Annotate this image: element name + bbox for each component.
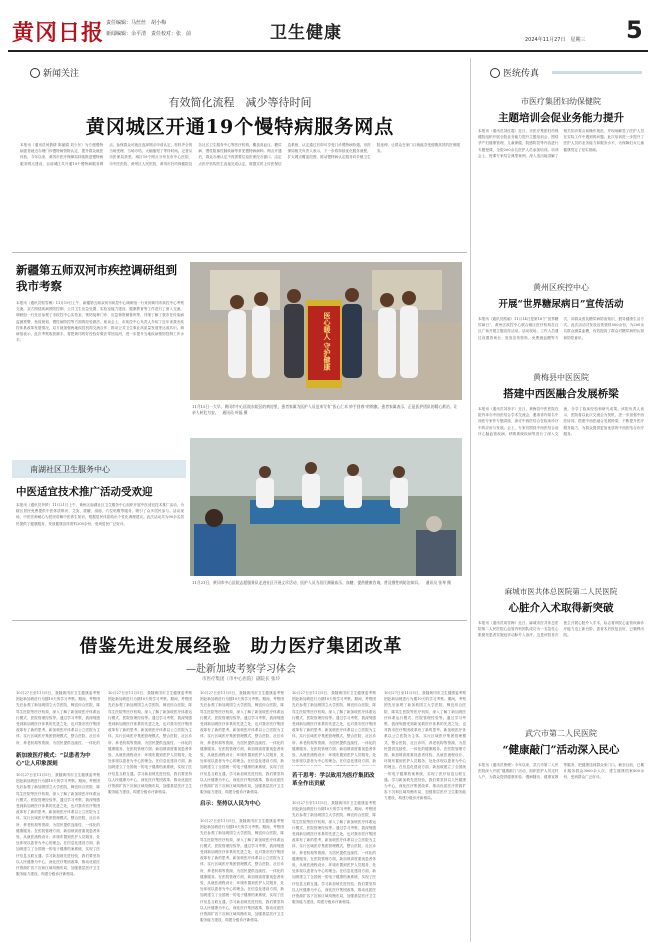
r2-headline: 开展“世界糖尿病日”宣传活动 [498,299,624,310]
r5-kicker: 武穴市第二人民医院 [525,729,597,738]
r4-body: 本报讯（通讯员周雪梅）近日，麻城市医共体总医院第二人民医院心血管内科团队成功为一名急性心肌梗死患者实施冠状动脉介入治疗，这是该院首次独立开展心脏介入手术，标志着该院心血管疾病诊疗能力迈上新台阶。患者术后恢复良好，已顺利出院。 [478,621,644,638]
feature-headline: 借鉴先进发展经验 助力医疗集团改革 [79,636,403,657]
r5-headline: “健康敲门”活动深入民心 [502,744,620,756]
feature-subhead-1: 新加坡医疗模式：“以患者为中心”让人印象深刻 [16,753,91,767]
feature-col-1: 10月27日至11月5日，我随黄冈市卫生健康委考察团赴新加坡进行为期10天的学习考察。期间，考察团先后参观了新加坡国立大学医院、樟宜综合医院、陈笃生医院等医疗机构，深入了解了新加坡医疗体系运行模式、医院管理经验等。通过学习考察，我深刻感受到新加坡医疗体系的先进之处，也对我市医疗集团改革有了新的思考。新加坡医疗体系以公立医院为主体，实行区域医疗集团管理模式，整合医院、社区诊所、养老机构等资源，为居民提供连续性、一体化的 [16,691,100,745]
newspaper-logo: 黄冈日报 [12,20,105,46]
r1-headline: 主题培训会促业务能力提升 [498,112,624,124]
editor-line-2: 新闻编辑：余平清 责任校对：张 前 [106,31,192,37]
r4-kicker: 麻城市医共体总医院第二人民医院 [504,587,618,596]
feature-byline: 市医疗集团（市中心医院）副院长 张玲 [202,677,280,682]
lead-headline: 黄冈城区开通19个慢特病服务网点 [85,116,395,138]
r2-body: 本报讯（通讯员熊丽）11月14日是第18个“世界糖尿病日”，黄州区疾控中心联合辖区医疗机构在社区广场开展主题宣传活动。活动现场，工作人员通过设置咨询台、发放宣传资料、免费测血糖等方式，向群众普及糖尿病防治知识，倡导健康生活方式。此次活动共发放宣传资料500余份，为200余名群众测量血糖，有效提高了群众对糖尿病的认知和防控意识。 [478,317,644,340]
r3-headline: 搭建中西医融合发展桥梁 [503,388,619,400]
masthead [0,0,655,50]
medical-news-icon [490,68,500,78]
photo1-caption: 11月15日一大早，黄冈市中心医院东院区的病房里，患者家属为医护人员送来写有“医心仁术 妙手回春”的锦旗。患者家属表示，正是医护团队的精心救治，让亲人转危为安。 通讯员 叶磊 摄 [192,404,458,415]
clinic-photo-illustration [190,438,462,576]
news-icon [30,68,40,78]
section-news-focus [30,66,79,79]
clinic-photo [190,438,462,576]
feature-col-3b: 10月27日至11月5日，我随黄冈市卫生健康委考察团赴新加坡进行为期10天的学习考察。期间，考察团先后参观了新加坡国立大学医院、樟宜综合医院、陈笃生医院等医疗机构，深入了解了新加坡医疗体系运行模式、医院管理经验等。通过学习考察，我深刻感受到新加坡医疗体系的先进之处，也对我市医疗集团改革有了新的思考。新加坡医疗体系以公立医院为主体，实行区域医疗集团管理模式，整合医院、社区诊所、养老机构等资源，为居民提供连续性、一体化的健康服务。在医院管理方面，新加坡高度重视患者体验，从就医流程设计、环境布置到医护人员服务，处处体现以患者为中心的理念。在信息化建设方面，新加坡建立了全国统一的电子健康档案系统，实现了医疗信息互联互通。学习新加坡先进经验，我们要坚持以人民健康为中心，深化医疗集团改革，推动优质医疗资源扩容下沉和区域均衡布局，加强基层医疗卫生服务能力建设，构建分级诊疗新格局。 [200,819,284,923]
banner-text: 医心暖人 守护健康 [323,312,332,371]
story2-headline: 新疆第五师双河市疾控调研组到我市考察 [16,263,177,293]
feature-col-1b: 10月27日至11月5日，我随黄冈市卫生健康委考察团赴新加坡进行为期10天的学习考察。期间，考察团先后参观了新加坡国立大学医院、樟宜综合医院、陈笃生医院等医疗机构，深入了解了新加坡医疗体系运行模式、医院管理经验等。通过学习考察，我深刻感受到新加坡医疗体系的先进之处，也对我市医疗集团改革有了新的思考。新加坡医疗体系以公立医院为主体，实行区域医疗集团管理模式，整合医院、社区诊所、养老机构等资源，为居民提供连续性、一体化的健康服务。在医院管理方面，新加坡高度重视患者体验，从就医流程设计、环境布置到医护人员服务，处处体现以患者为中心的理念。在信息化建设方面，新加坡建立了全国统一的电子健康档案系统，实现了医疗信息互联互通。学习新加坡先进经验，我们要坚持以人民健康为中心，深化医疗集团改革，推动优质医疗资源扩容下沉和区域均衡布局，加强基层医疗卫生服务能力建设，构建分级诊疗新格局。 [16,773,100,877]
r3-kicker: 黄梅县中医医院 [533,373,589,382]
r4-headline: 心脏介入术取得新突破 [508,602,614,614]
section-medical-news [490,66,539,79]
photo2-caption: 11月21日，黄冈市中心医院志愿服务队走进社区开展义诊活动，医护人员为居民测量血压、血糖，提供健康咨询，普及慢性病防治知识。 通讯员 张琴 摄 [192,580,451,585]
feature-subhead-3: 若干思考：学以致用为医疗集团改革全作出贡献 [292,773,375,787]
r3-body: 本报讯（通讯员刘李平）近日，黄梅县中医医院在院内举办中西医结合学术交流会，邀请省内知名中西医专家作专题讲座，探讨中西医结合在临床诊疗中的应用与发展。会上，专家们围绕中西医结合治疗心脑血管疾病、呼吸系统疾病等进行了深入交流，分享了临床经验和研究成果。该院负责人表示，医院将以此次交流会为契机，进一步加强中西医协同，搭建中西医融合发展桥梁，不断提升医疗服务能力，为群众提供更加优质的中西医结合诊疗服务。 [478,407,644,436]
lead-kicker: 有效简化流程 减少等待时间 [168,96,312,109]
divider [12,620,467,621]
feature-subtitle: —赴新加坡考察学习体会 [186,664,296,675]
r1-body: 本报讯（通讯员刘红霞）近日，市医疗集团妇幼保健院组织开展全院业务能力提升主题培训会，围绕孕产妇健康管理、儿童保健、院感防控等内容进行专题授课，全院200余名医护人员参加培训。培训会上，授课专家结合典型案例，深入浅出地讲解了相关知识要点和操作规范，并现场解答了医护人员在实际工作中遇到的问题。此次培训进一步提升了医护人员的业务能力和服务水平，为保障妇女儿童健康奠定了坚实基础。 [478,129,644,158]
story3-body: 本报讯（通讯员李梦）11月21日上午，黄州区南湖社区卫生服务中心组织开展中医适宜技术推广活动，为辖区居民免费提供中医体质辨识、艾灸、拔罐、刮痧、穴位贴敷等服务，吸引了众多居民参与。活动现场，中医医师耐心为居民讲解中医养生知识，根据居民体质给出个性化调理建议。此次活动共为90余名居民提供了健康服务，发放健康宣传资料200余份，受到居民广泛好评。 [16,503,184,526]
lead-body: 本报讯（通讯员何倩倩 陈丽娟 刘少东）为方便慢特病患者就近办理门诊慢特病资格认定，提升群众就医体验，今年以来，黄冈市医疗保障局持续推进慢特病服务网点建设，目前城区共开通19个慢特病服务网点。参保群众可就近选择网点申请认定，材料齐全的当场受理、当场办结，大幅缩短了等待时间。记者从市医保局获悉，城区19个网点分布在市中心医院、市中医医院、黄州区人民医院、黄冈市妇幼保健院及各社区卫生服务中心等医疗机构，覆盖高血压、糖尿病、慢性阻塞性肺疾病等常见慢特病病种。网点开通后，群众办理认定不再需要往返医保经办窗口，由定点医疗机构医生直接完成认定，数据实时上传医保信息系统，认定通过后即可享受门诊慢特病待遇。市医保局相关负责人表示，下一步将持续优化服务流程，扩大网点覆盖范围，推动慢特病认定服务向乡镇卫生院延伸，让群众在家门口就能享受便捷高效的医保服务。 [20,143,460,166]
feature-col-4b: 10月27日至11月5日，我随黄冈市卫生健康委考察团赴新加坡进行为期10天的学习考察。期间，考察团先后参观了新加坡国立大学医院、樟宜综合医院、陈笃生医院等医疗机构，深入了解了新加坡医疗体系运行模式、医院管理经验等。通过学习考察，我深刻感受到新加坡医疗体系的先进之处，也对我市医疗集团改革有了新的思考。新加坡医疗体系以公立医院为主体，实行区域医疗集团管理模式，整合医院、社区诊所、养老机构等资源，为居民提供连续性、一体化的健康服务。在医院管理方面，新加坡高度重视患者体验，从就医流程设计、环境布置到医护人员服务，处处体现以患者为中心的理念。在信息化建设方面，新加坡建立了全国统一的电子健康档案系统，实现了医疗信息互联互通。学习新加坡先进经验，我们要坚持以人民健康为中心，深化医疗集团改革，推动优质医疗资源扩容下沉和区域均衡布局，加强基层医疗卫生服务能力建设，构建分级诊疗新格局。 [292,801,376,905]
award-photo [190,262,462,400]
feature-col-2: 10月27日至11月5日，我随黄冈市卫生健康委考察团赴新加坡进行为期10天的学习考察。期间，考察团先后参观了新加坡国立大学医院、樟宜综合医院、陈笃生医院等医疗机构，深入了解了新加坡医疗体系运行模式、医院管理经验等。通过学习考察，我深刻感受到新加坡医疗体系的先进之处，也对我市医疗集团改革有了新的思考。新加坡医疗体系以公立医院为主体，实行区域医疗集团管理模式，整合医院、社区诊所、养老机构等资源，为居民提供连续性、一体化的健康服务。在医院管理方面，新加坡高度重视患者体验，从就医流程设计、环境布置到医护人员服务，处处体现以患者为中心的理念。在信息化建设方面，新加坡建立了全国统一的电子健康档案系统，实现了医疗信息互联互通。学习新加坡先进经验，我们要坚持以人民健康为中心，深化医疗集团改革，推动优质医疗资源扩容下沉和区域均衡布局，加强基层医疗卫生服务能力建设，构建分级诊疗新格局。 [108,691,192,795]
editor-line-1: 责任编辑：马丝丝 胡小梅 [106,20,167,26]
divider [12,252,467,253]
right-header-stripe [552,71,642,74]
section-name: 卫生健康 [270,23,342,43]
story3-headline: 中医适宜技术推广活动受欢迎 [16,486,153,498]
section-medical-news-label: 医统传真 [503,69,540,79]
masthead-rule [8,50,648,52]
r1-kicker: 市医疗集团妇幼保健院 [521,97,601,106]
feature-subhead-2: 启示：坚持以人民为中心 [200,801,261,807]
column-separator [470,58,471,942]
issue-date: 2024年11月27日 星期三 [525,37,586,43]
r2-kicker: 黄州区疾控中心 [533,283,589,292]
feature-col-4: 10月27日至11月5日，我随黄冈市卫生健康委考察团赴新加坡进行为期10天的学习考察。期间，考察团先后参观了新加坡国立大学医院、樟宜综合医院、陈笃生医院等医疗机构，深入了解了新加坡医疗体系运行模式、医院管理经验等。通过学习考察，我深刻感受到新加坡医疗体系的先进之处，也对我市医疗集团改革有了新的思考。新加坡医疗体系以公立医院为主体，实行区域医疗集团管理模式，整合医院、社区诊所、养老机构等资源，为居民提供连续性、一体化的健康服务。在医院管理方面，新加坡高度重视患者体验，从就医流程设计、环境布置到医护人员服务，处处体现以患者为中心的理念。在信息化建设方面，新 [292,691,376,764]
story3-label: 南湖社区卫生服务中心 [30,465,110,474]
story2-body: 本报讯（通讯员郭雪梅）11月19日上午，新疆第五师双河市疾控中心调研组一行来到黄冈市疾控中心考察交流。双方围绕疾病预防控制、公共卫生应急处置、实验室能力建设、健康教育等工作进行了深入交流。调研组一行先后参观了市疾控中心实验室、预防接种门诊、应急物资储备库等，详细了解了我市在传染病监测预警、免疫规划、慢性病防控等方面的经验做法。座谈会上，市疾控中心负责人介绍了近年来我市疾控体系改革发展情况，双方就加强两地疾控机构交流合作、推动公共卫生事业高质量发展等达成共识。调研组表示，此次考察收获颇丰，将把黄冈的好经验好做法带回双河，进一步提升当地疾病预防控制工作水平。 [16,301,184,343]
r5-body: 本报讯（通讯员鲁俊）今年以来，武穴市第二人民医院深入开展“健康敲门”活动，组织医护人员走村入户，为群众提供健康体检、慢病随访、健康宣教等服务，把健康送到群众家门口。截至目前，已累计服务群众3000余人次，建立健康档案800余份，受到群众广泛好评。 [478,763,644,780]
section-news-focus-label: 新闻关注 [43,69,80,79]
feature-col-5: 10月27日至11月5日，我随黄冈市卫生健康委考察团赴新加坡进行为期10天的学习考察。期间，考察团先后参观了新加坡国立大学医院、樟宜综合医院、陈笃生医院等医疗机构，深入了解了新加坡医疗体系运行模式、医院管理经验等。通过学习考察，我深刻感受到新加坡医疗体系的先进之处，也对我市医疗集团改革有了新的思考。新加坡医疗体系以公立医院为主体，实行区域医疗集团管理模式，整合医院、社区诊所、养老机构等资源，为居民提供连续性、一体化的健康服务。在医院管理方面，新加坡高度重视患者体验，从就医流程设计、环境布置到医护人员服务，处处体现以患者为中心的理念。在信息化建设方面，新加坡建立了全国统一的电子健康档案系统，实现了医疗信息互联互通。学习新加坡先进经验，我们要坚持以人民健康为中心，深化医疗集团改革，推动优质医疗资源扩容下沉和区域均衡布局，加强基层医疗卫生服务能力建设，构建分级诊疗新格局。 [384,691,466,801]
feature-col-3: 10月27日至11月5日，我随黄冈市卫生健康委考察团赴新加坡进行为期10天的学习考察。期间，考察团先后参观了新加坡国立大学医院、樟宜综合医院、陈笃生医院等医疗机构，深入了解了新加坡医疗体系运行模式、医院管理经验等。通过学习考察，我深刻感受到新加坡医疗体系的先进之处，也对我市医疗集团改革有了新的思考。新加坡医疗体系以公立医院为主体，实行区域医疗集团管理模式，整合医院、社区诊所、养老机构等资源，为居民提供连续性、一体化的健康服务。在医院管理方面，新加坡高度重视患者体验，从就医流程设计、环境布置到医护人员服务，处处体现以患者为中心的理念。在信息化建设方面，新加坡建立了全国统一的电子健康档案系统，实现了医疗信息互联互通。学习新加坡先进经验，我们要坚持以人民健康为中心，深化医疗集团改革，推动优质医疗资源扩容下沉和区域均衡布局，加强基层医疗卫生服务能力建设，构建分级诊疗新格局。 [200,691,284,795]
page-number: 5 [626,16,643,44]
